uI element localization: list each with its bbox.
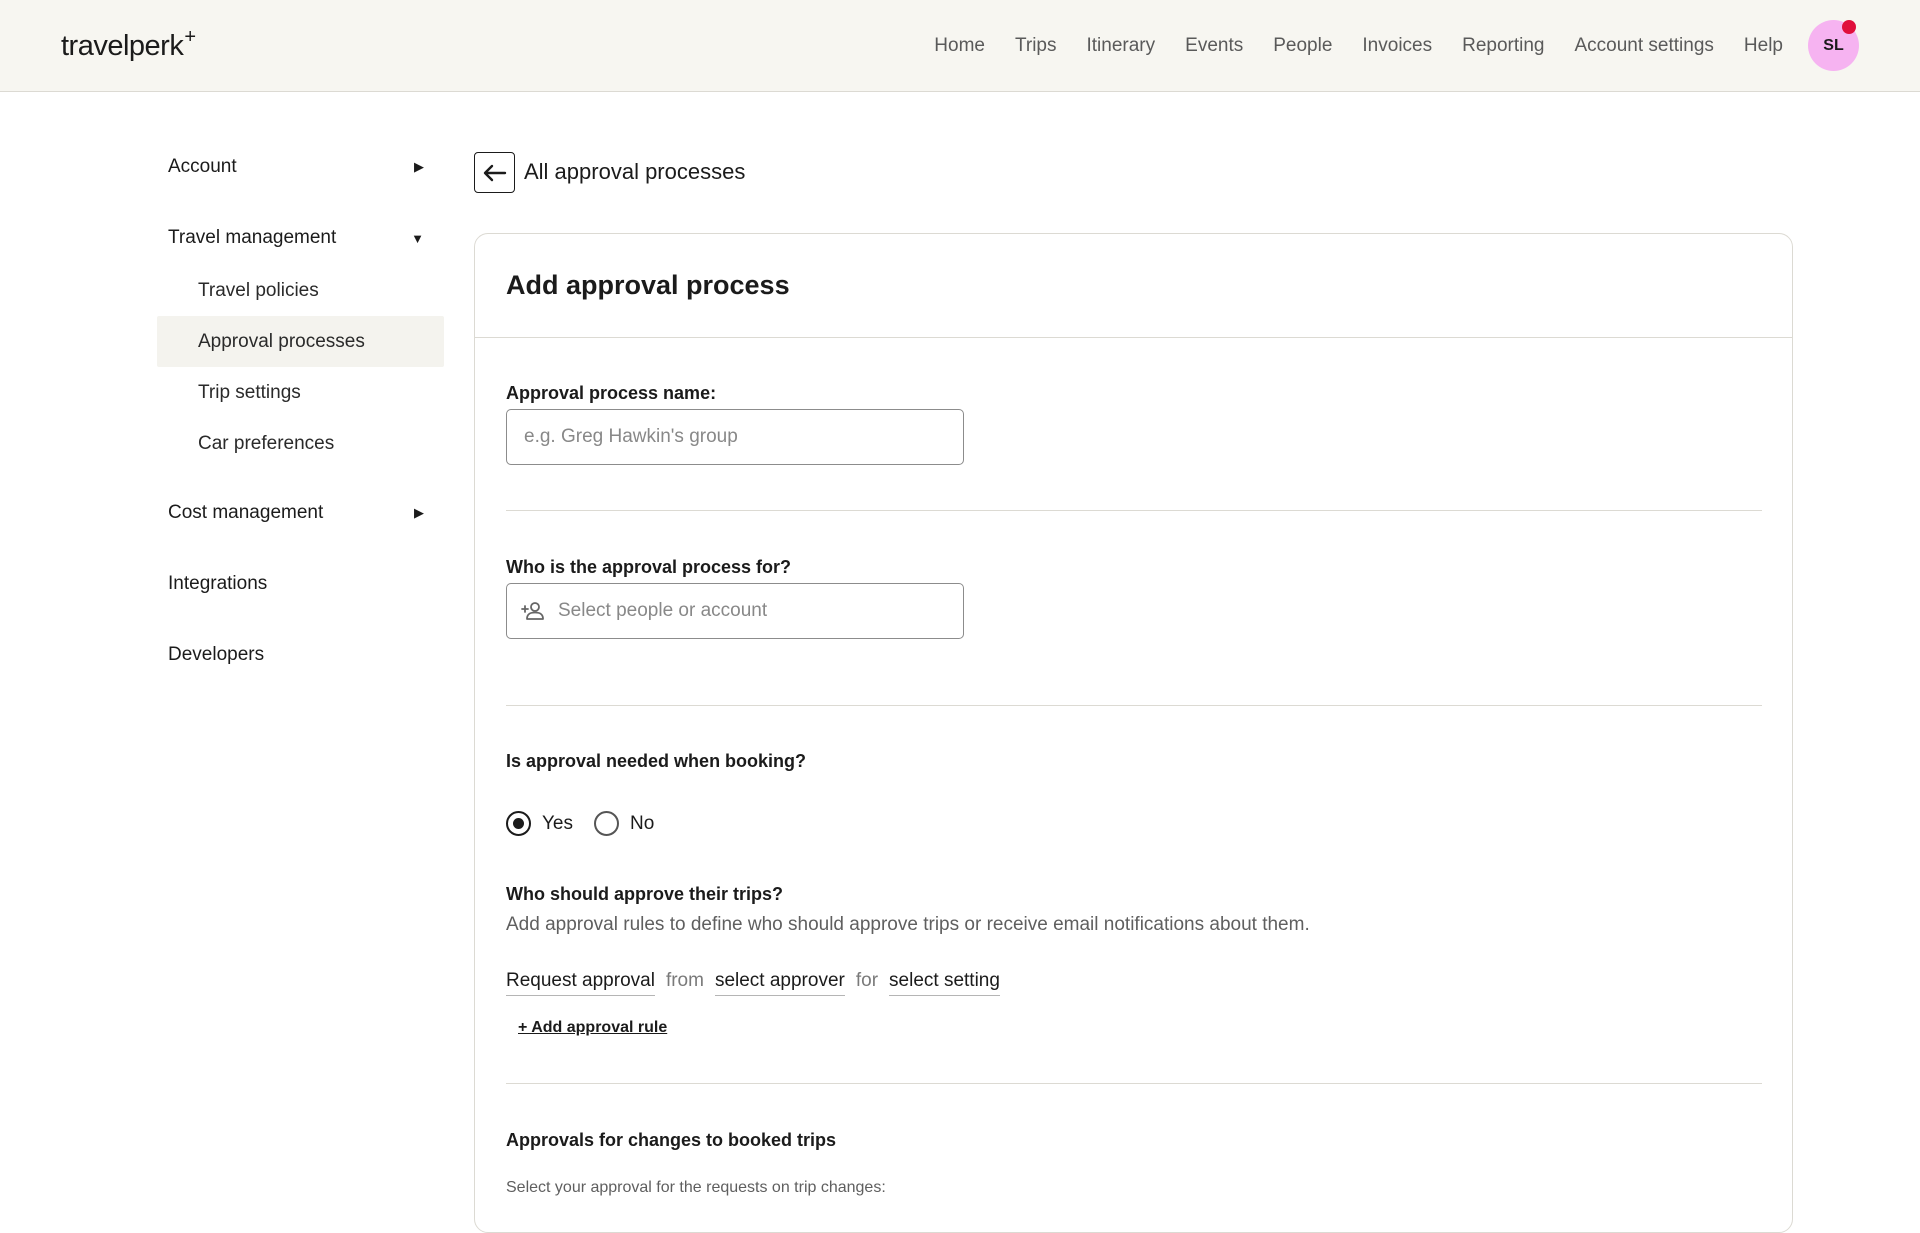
sidebar-section-label: Developers (168, 644, 265, 665)
sidebar-section-account[interactable] (157, 140, 444, 194)
card-title: Add approval process (475, 234, 1792, 338)
settings-sidebar (157, 140, 444, 682)
sidebar-section-cost-management[interactable] (157, 486, 444, 540)
add-approval-process-card (474, 233, 1793, 1233)
nav-invoices[interactable]: Invoices (1362, 35, 1433, 56)
section-divider (506, 1083, 1762, 1084)
changes-section-title: Approvals for changes to booked trips (506, 1130, 837, 1150)
sidebar-section-travel-management[interactable] (157, 211, 444, 265)
approval-name-field[interactable] (506, 409, 964, 465)
nav-people[interactable]: People (1273, 35, 1333, 56)
section-divider (506, 705, 1762, 706)
nav-itinerary[interactable]: Itinerary (1086, 35, 1156, 56)
sidebar-item-approval-processes[interactable]: Approval processes (157, 316, 444, 367)
back-button[interactable] (474, 152, 515, 193)
sidebar-item-travel-policies[interactable]: Travel policies (198, 279, 319, 301)
add-person-icon (521, 601, 547, 621)
nav-reporting[interactable]: Reporting (1462, 35, 1545, 56)
who-field-label: Who is the approval process for? (506, 557, 792, 577)
changes-help-text: Select your approval for the requests on trip changes: (506, 1179, 886, 1196)
caret-right-icon: ▶ (414, 159, 424, 174)
nav-events[interactable]: Events (1185, 35, 1244, 56)
user-avatar[interactable]: SL (1808, 20, 1859, 71)
main-nav (934, 0, 1783, 92)
logo-plus: + (184, 26, 196, 48)
sidebar-section-developers[interactable] (157, 628, 444, 682)
sidebar-section-label: Account (168, 156, 237, 177)
nav-help[interactable]: Help (1743, 35, 1783, 56)
sidebar-section-label: Cost management (168, 502, 324, 523)
caret-right-icon: ▶ (414, 505, 424, 520)
sidebar-section-integrations[interactable] (157, 557, 444, 611)
radio-yes[interactable] (506, 811, 531, 836)
rule-action-select[interactable]: Request approval (506, 970, 655, 996)
sidebar-section-label: Integrations (168, 573, 268, 594)
rule-for-text: for (855, 970, 879, 991)
sidebar-item-car-preferences[interactable]: Car preferences (198, 432, 335, 454)
name-field-label: Approval process name: (506, 383, 717, 403)
arrow-left-icon (483, 164, 507, 182)
sidebar-section-label: Travel management (168, 227, 337, 248)
rule-from-text: from (665, 970, 704, 991)
booking-question-label: Is approval needed when booking? (506, 751, 807, 771)
nav-account-settings[interactable]: Account settings (1574, 35, 1714, 56)
nav-home[interactable]: Home (934, 35, 985, 56)
approve-help-text: Add approval rules to define who should approve trips or receive email notifications about them. (506, 914, 1310, 935)
rule-setting-select[interactable]: select setting (889, 970, 1000, 996)
approval-rule-row (506, 970, 1000, 996)
notification-dot (1842, 20, 1856, 34)
radio-no[interactable] (594, 811, 619, 836)
radio-no-label[interactable]: No (630, 812, 655, 834)
caret-down-icon: ▼ (411, 230, 424, 246)
back-link-label[interactable]: All approval processes (524, 159, 746, 184)
select-people-placeholder: Select people or account (558, 600, 768, 621)
logo-wordmark: travelperk (61, 30, 184, 62)
rule-approver-select[interactable]: select approver (715, 970, 845, 996)
radio-yes-label[interactable]: Yes (542, 812, 573, 834)
add-approval-rule-link[interactable]: + Add approval rule (518, 1019, 668, 1036)
approve-question-label: Who should approve their trips? (506, 884, 784, 904)
approval-name-input[interactable] (524, 426, 963, 448)
nav-trips[interactable]: Trips (1014, 35, 1057, 56)
select-people-field[interactable] (506, 583, 964, 639)
sidebar-item-trip-settings[interactable]: Trip settings (198, 381, 301, 403)
booking-radio-group (506, 811, 675, 836)
top-navigation-bar (0, 0, 1920, 92)
travelperk-logo[interactable] (61, 26, 196, 63)
section-divider (506, 510, 1762, 511)
